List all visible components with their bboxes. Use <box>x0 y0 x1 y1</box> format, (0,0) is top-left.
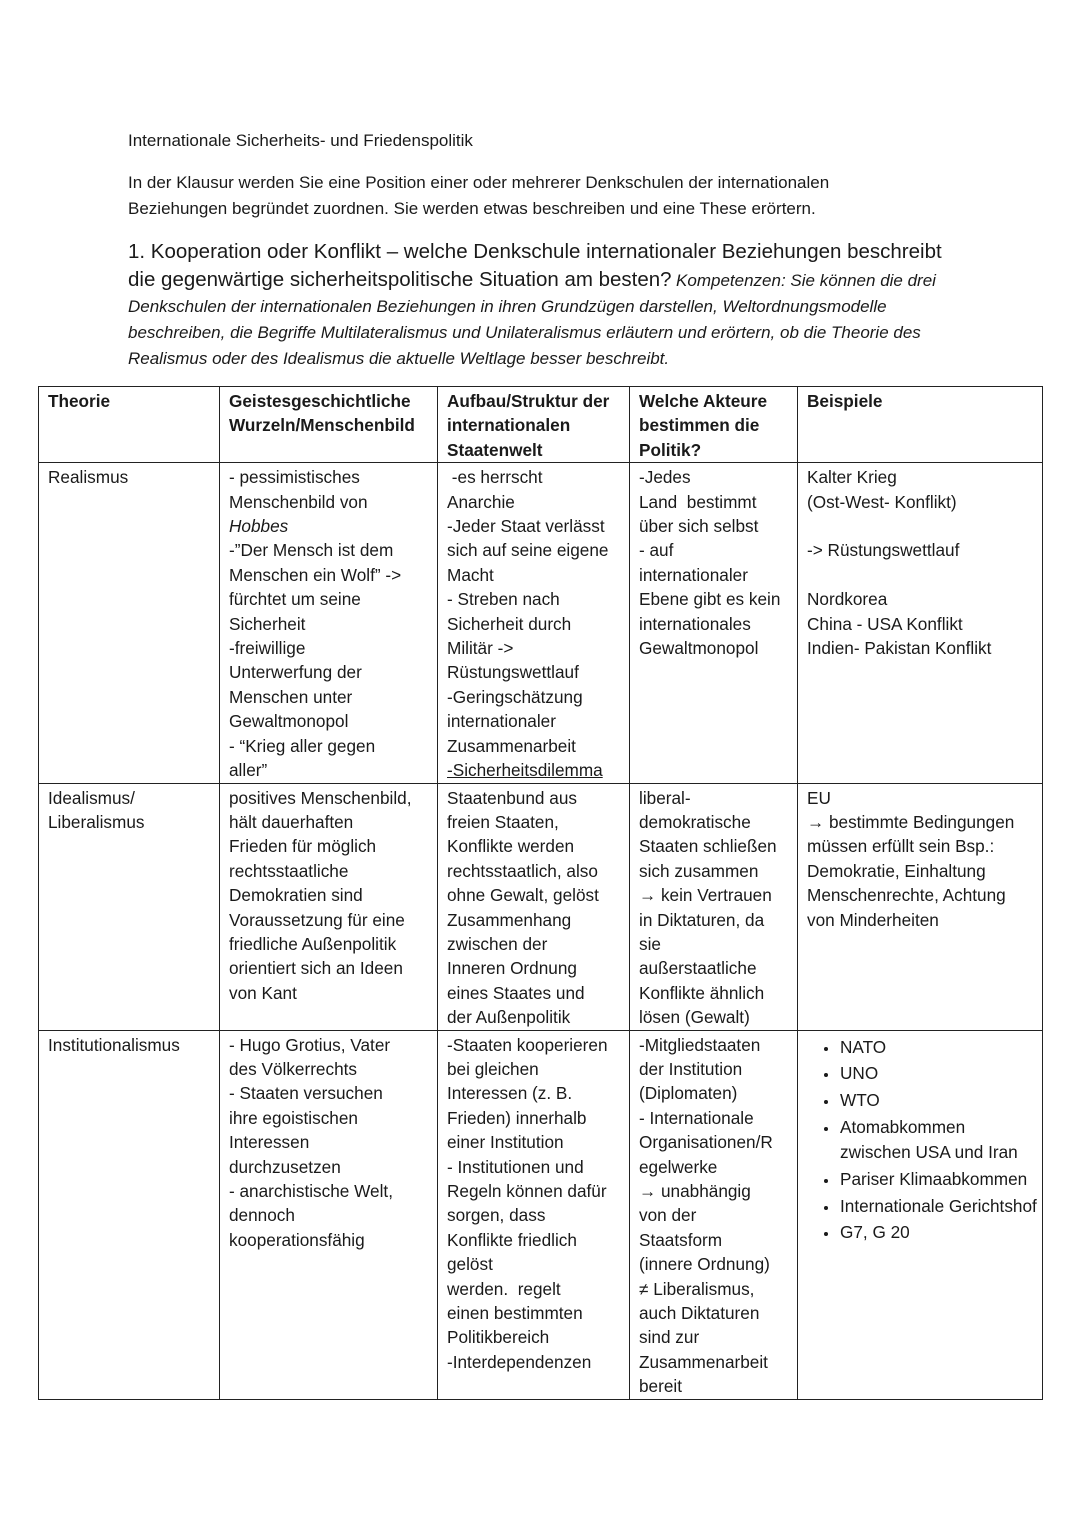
cell-line: bereit <box>639 1376 682 1397</box>
cell-line: Sicherheit durch <box>447 613 572 634</box>
cell-line: Militär -> <box>447 638 514 659</box>
cell-line: Hobbes <box>229 516 289 537</box>
examples-bullet-list <box>807 1035 1038 1245</box>
cell-line: Gewaltmonopol <box>229 711 349 732</box>
cell-line: zwischen der <box>447 933 548 954</box>
cell-line: ≠ Liberalismus, <box>639 1278 755 1299</box>
cell-line: rechtsstaatliche <box>229 860 349 881</box>
cell-line: Macht <box>447 564 494 585</box>
cell-line: freien Staaten, <box>447 811 559 832</box>
cell-line: sind zur <box>639 1327 700 1348</box>
cell-line: Land bestimmt <box>639 491 757 512</box>
theory-table <box>38 386 1043 1400</box>
section-competencies: Kompetenzen: Sie können die drei Denkschulen der internationalen Beziehungen in ihren Grundzügen darstellen, Weltordnungsmodelle beschreiben, die Begriffe Multilateralismus und Unilateralismus erläutern und erörtern, ob die Theorie des Realismus oder des Idealismus die aktuelle Weltlage besser beschreibt. <box>128 271 936 368</box>
header-aufbau: Aufbau/Struktur der internationalen Staatenwelt <box>438 387 630 463</box>
cell-line: -Interdependenzen <box>447 1351 592 1372</box>
cell-line: China - USA Konflikt <box>807 613 963 634</box>
cell-line: Zusammenhang <box>447 909 572 930</box>
cell-line: sich auf seine eigene <box>447 540 609 561</box>
section-heading: 1. Kooperation oder Konflikt – welche Denkschule internationaler Beziehungen beschreibt die gegenwärtige sicherheitspolitische Situation am besten? <box>128 240 942 291</box>
cell-line: Staatsform <box>639 1229 723 1250</box>
cell-line: -Mitgliedstaaten <box>639 1034 761 1055</box>
cell-examples <box>798 463 1043 783</box>
cell-line: Rüstungswettlauf <box>447 662 579 683</box>
cell-line: außerstaatliche <box>639 958 757 979</box>
cell-line: → bestimmte Bedingungen <box>807 811 1015 832</box>
table-row-realismus <box>39 463 1043 783</box>
cell-line: werden. regelt <box>447 1278 561 1299</box>
cell-line: rechtsstaatlich, also <box>447 860 598 881</box>
cell-line: der Außenpolitik <box>447 1007 571 1028</box>
cell-actors <box>630 783 798 1030</box>
cell-line: sie <box>639 933 661 954</box>
cell-line: internationaler <box>639 564 748 585</box>
cell-line: friedliche Außenpolitik <box>229 933 397 954</box>
list-item: • Internationale Gerichtshof <box>839 1194 1038 1218</box>
table-row-idealismus <box>39 783 1043 1030</box>
row-name: Realismus <box>39 463 220 783</box>
cell-roots <box>220 463 438 783</box>
cell-line: internationales <box>639 613 751 634</box>
row-name: Institutionalismus <box>39 1030 220 1399</box>
cell-line: - pessimistisches <box>229 467 360 488</box>
list-item: • Atomabkommen zwischen USA und Iran <box>839 1115 1038 1164</box>
cell-line: (innere Ordnung) <box>639 1254 770 1275</box>
header-theorie: Theorie <box>39 387 220 463</box>
cell-line: Sicherheit <box>229 613 306 634</box>
cell-line: hält dauerhaften <box>229 811 354 832</box>
cell-line: Menschenbild von <box>229 491 368 512</box>
list-item: • Pariser Klimaabkommen <box>839 1167 1038 1191</box>
cell-line: Interessen <box>229 1132 310 1153</box>
cell-line: auch Diktaturen <box>639 1303 760 1324</box>
cell-line: Menschenrechte, Achtung <box>807 885 1006 906</box>
cell-roots <box>220 783 438 1030</box>
cell-line: -Jeder Staat verlässt <box>447 516 605 537</box>
cell-line: Frieden) innerhalb <box>447 1107 587 1128</box>
cell-structure <box>438 1030 630 1399</box>
cell-line: positives Menschenbild, <box>229 787 412 808</box>
cell-line: Konflikte werden <box>447 836 575 857</box>
cell-line: Staaten schließen <box>639 836 777 857</box>
cell-line: Gewaltmonopol <box>639 638 759 659</box>
cell-line: - anarchistische Welt, <box>229 1181 393 1201</box>
cell-line: kooperationsfähig <box>229 1229 365 1250</box>
cell-line: Zusammenarbeit <box>639 1351 768 1372</box>
cell-line: einen bestimmten <box>447 1303 583 1324</box>
list-item: • UNO <box>839 1061 1038 1085</box>
cell-line: fürchtet um seine <box>229 589 361 610</box>
cell-examples <box>798 783 1043 1030</box>
cell-actors <box>630 463 798 783</box>
cell-line: - Hugo Grotius, Vater <box>229 1034 391 1055</box>
cell-line: - Staaten versuchen <box>229 1083 383 1104</box>
cell-line: Menschen unter <box>229 686 353 707</box>
cell-line <box>807 514 1038 538</box>
header-akteure: Welche Akteure bestimmen die Politik? <box>630 387 798 463</box>
cell-line: des Völkerrechts <box>229 1058 358 1079</box>
cell-line: internationaler <box>447 711 556 732</box>
table-row-institutionalismus <box>39 1030 1043 1399</box>
cell-line: durchzusetzen <box>229 1156 341 1177</box>
cell-structure <box>438 783 630 1030</box>
cell-line: gelöst <box>447 1254 493 1275</box>
cell-roots <box>220 1030 438 1399</box>
cell-line: Nordkorea <box>807 589 888 610</box>
cell-line: lösen (Gewalt) <box>639 1007 750 1028</box>
cell-line: -Staaten kooperieren <box>447 1034 608 1055</box>
cell-line: Demokratien sind <box>229 885 363 906</box>
cell-line: Menschen ein Wolf” -> <box>229 564 402 585</box>
cell-line: -Sicherheitsdilemma <box>447 760 603 781</box>
cell-line: -”Der Mensch ist dem <box>229 540 394 561</box>
cell-line: EU <box>807 787 831 808</box>
cell-line: Inneren Ordnung <box>447 958 577 979</box>
cell-line: Organisationen/R <box>639 1132 773 1153</box>
list-item: • NATO <box>839 1035 1038 1059</box>
cell-line: (Ost-West- Konflikt) <box>807 491 957 512</box>
cell-line: Voraussetzung für eine <box>229 909 405 930</box>
cell-line: demokratische <box>639 811 751 832</box>
list-item: • WTO <box>839 1088 1038 1112</box>
cell-line: von Minderheiten <box>807 909 939 930</box>
cell-actors <box>630 1030 798 1399</box>
cell-line: -> Rüstungswettlauf <box>807 540 960 561</box>
cell-line: -es herrscht <box>447 467 543 488</box>
cell-line: Kalter Krieg <box>807 467 897 488</box>
cell-line: -freiwillige <box>229 638 306 659</box>
cell-line: sorgen, dass <box>447 1205 546 1226</box>
cell-line: - auf <box>639 540 674 561</box>
cell-line: - Streben nach <box>447 589 560 610</box>
cell-line: Demokratie, Einhaltung <box>807 860 986 881</box>
cell-line: Indien- Pakistan Konflikt <box>807 638 992 659</box>
cell-line: - Internationale <box>639 1107 754 1128</box>
cell-line: -Jedes <box>639 467 691 488</box>
cell-line: Anarchie <box>447 491 515 512</box>
cell-line: → kein Vertrauen <box>639 885 772 906</box>
cell-line: orientiert sich an Ideen <box>229 958 403 979</box>
row-name: Idealismus/ Liberalismus <box>39 783 220 1030</box>
intro-paragraph: In der Klausur werden Sie eine Position einer oder mehrerer Denkschulen der internationalen Beziehungen begründet zuordnen. Sie werden etwas beschreiben und eine These erörtern. <box>128 173 830 218</box>
cell-line: der Institution <box>639 1058 743 1079</box>
cell-line: Konflikte friedlich <box>447 1229 577 1250</box>
cell-line: Unterwerfung der <box>229 662 362 683</box>
cell-line: dennoch <box>229 1205 295 1226</box>
cell-line: Regeln können dafür <box>447 1181 607 1201</box>
cell-line: Ebene gibt es kein <box>639 589 781 610</box>
cell-line: egelwerke <box>639 1156 718 1177</box>
cell-line: -Geringschätzung <box>447 686 583 707</box>
cell-line: von Kant <box>229 982 297 1003</box>
table-header-row <box>39 387 1043 463</box>
list-item: • G7, G 20 <box>839 1220 1038 1244</box>
cell-line: in Diktaturen, da <box>639 909 765 930</box>
cell-line: über sich selbst <box>639 516 759 537</box>
cell-line: Staatenbund aus <box>447 787 577 808</box>
cell-line: Konflikte ähnlich <box>639 982 765 1003</box>
cell-line: (Diplomaten) <box>639 1083 738 1104</box>
cell-line: Politikbereich <box>447 1327 550 1348</box>
cell-line: müssen erfüllt sein Bsp.: <box>807 836 995 857</box>
cell-line: ohne Gewalt, gelöst <box>447 885 599 906</box>
cell-line: - Institutionen und <box>447 1156 584 1177</box>
cell-examples <box>798 1030 1043 1399</box>
cell-line: - “Krieg aller gegen <box>229 735 376 756</box>
header-wurzeln: Geistesgeschichtliche Wurzeln/Menschenbild <box>220 387 438 463</box>
cell-line: Interessen (z. B. <box>447 1083 573 1104</box>
cell-line: Frieden für möglich <box>229 836 377 857</box>
cell-line: liberal- <box>639 787 691 808</box>
document-title: Internationale Sicherheits- und Friedenspolitik <box>128 131 473 150</box>
header-beispiele: Beispiele <box>798 387 1043 463</box>
cell-structure <box>438 463 630 783</box>
cell-line: bei gleichen <box>447 1058 539 1079</box>
cell-line <box>807 563 1038 587</box>
section-1 <box>128 238 968 372</box>
cell-line: eines Staates und <box>447 982 585 1003</box>
cell-line: sich zusammen <box>639 860 759 881</box>
cell-line: Zusammenarbeit <box>447 735 576 756</box>
cell-line: von der <box>639 1205 697 1226</box>
cell-line: einer Institution <box>447 1132 564 1153</box>
cell-line: ihre egoistischen <box>229 1107 358 1128</box>
cell-line: aller” <box>229 760 268 781</box>
cell-line: → unabhängig <box>639 1181 751 1201</box>
